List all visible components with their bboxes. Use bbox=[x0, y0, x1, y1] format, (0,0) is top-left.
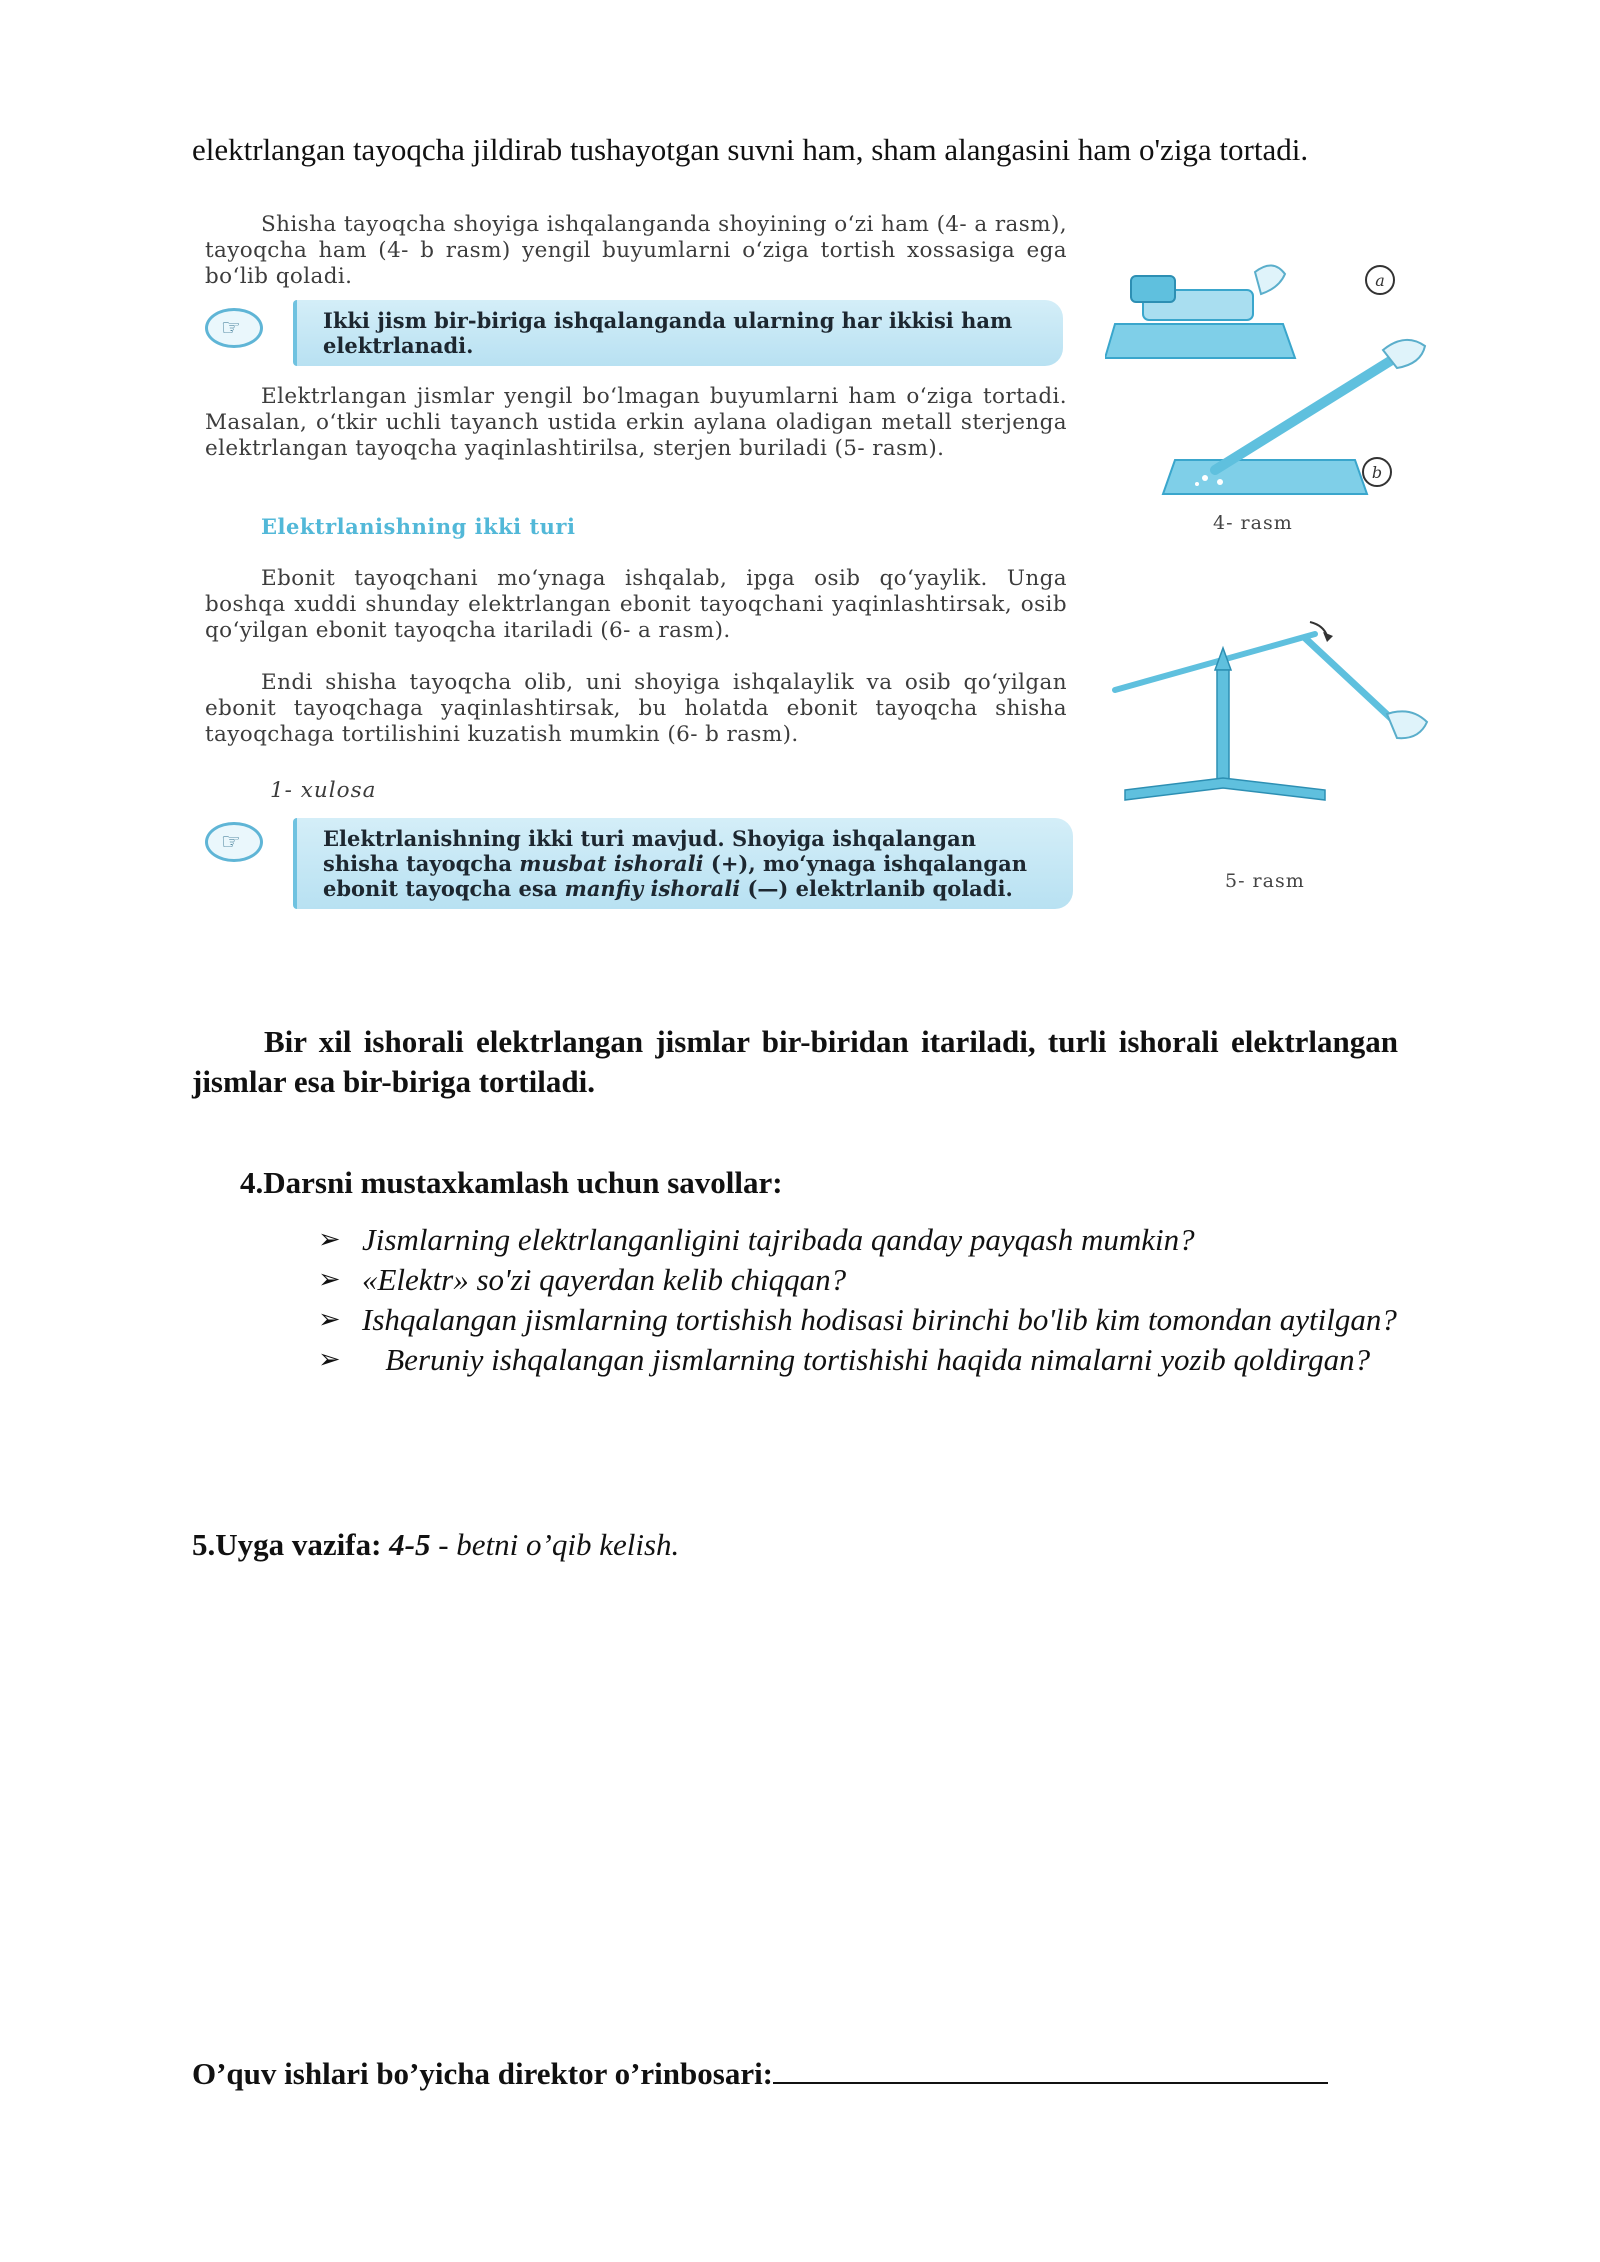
list-item: ➢ «Elektr» so'zi qayerdan kelib chiqqan? bbox=[318, 1260, 1398, 1300]
questions-list bbox=[318, 1220, 1398, 1380]
metal-rod bbox=[1115, 634, 1315, 690]
xulosa-label: 1- xulosa bbox=[270, 778, 377, 803]
book-paragraph-3: Ebonit tayoqchani mo‘ynaga ishqalab, ipga osib qo‘yaylik. Unga boshqa xuddi shunday elektrlangan ebonit tayoqchani yaqinlashtirsak, osib qo‘yilgan ebonit tayoqcha itariladi (6- a rasm). bbox=[205, 566, 1067, 643]
book-paragraph-4: Endi shisha tayoqcha olib, uni shoyiga ishqalaylik va osib qo‘yilgan ebonit tayoqchaga yaqinlashtirsak, bu holatda ebonit tayoqcha shisha tayoqchaga tortilishini kuzatish mumkin (6- b rasm). bbox=[205, 670, 1067, 747]
arrow-bullet-icon: ➢ bbox=[318, 1304, 341, 1335]
book-paragraph-2: Elektrlangan jismlar yengil bo‘lmagan buyumlarni ham o‘ziga tortadi. Masalan, o‘tkir uchli tayanch ustida erkin aylana oladigan metall sterjenga elektrlangan tayoqcha yaqinlashtirilsa, sterjen buriladi (5- rasm). bbox=[205, 384, 1067, 461]
intro-paragraph: elektrlangan tayoqcha jildirab tushayotgan suvni ham, sham alangasini ham o'ziga tortadi. bbox=[192, 132, 1309, 167]
signature-line: O’quv ishlari bo’yicha direktor o’rinbosari: bbox=[192, 2052, 1328, 2092]
hand-5 bbox=[1387, 711, 1427, 738]
hand-pointer-icon: ☞ bbox=[205, 308, 263, 348]
glass-rod-end bbox=[1131, 276, 1175, 302]
fig4-caption: 4- rasm bbox=[1213, 512, 1293, 534]
arrow-bullet-icon: ➢ bbox=[318, 1344, 341, 1375]
signature-blank[interactable] bbox=[773, 2052, 1328, 2084]
hand-a bbox=[1255, 265, 1285, 294]
note-box-2: Elektrlanishning ikki turi mavjud. Shoyiga ishqalangan shisha tayoqcha musbat ishorali (+), mo‘ynaga ishqalangan ebonit tayoqcha esa manfiy ishorali (—) elektrlanib qoladi. bbox=[293, 818, 1073, 909]
rule-paragraph: Bir xil ishorali elektrlangan jismlar bir-biridan itariladi, turli ishorali elektrlangan jismlar esa bir-biriga tortiladi. bbox=[192, 1024, 1398, 1099]
glass-rod-b bbox=[1215, 358, 1395, 470]
fig5-caption: 5- rasm bbox=[1225, 870, 1305, 892]
book-paragraph-1: Shisha tayoqcha shoyiga ishqalanganda shoyining o‘zi ham (4- a rasm), tayoqcha ham (4- b rasm) yengil buyumlarni o‘ziga tortish xossasiga ega bo‘lib qoladi. bbox=[205, 212, 1067, 289]
list-item: ➢ Ishqalangan jismlarning tortishish hodisasi birinchi bo'lib kim tomondan aytilgan? bbox=[318, 1300, 1398, 1340]
fig4-label-a: a bbox=[1375, 271, 1385, 290]
figure-5-illustration bbox=[1105, 582, 1445, 822]
charged-rod bbox=[1305, 638, 1395, 722]
arrow-bullet-icon: ➢ bbox=[318, 1264, 341, 1295]
table-surface-b bbox=[1163, 460, 1367, 494]
arrow-bullet-icon: ➢ bbox=[318, 1224, 341, 1255]
list-item: ➢ Jismlarning elektrlanganligini tajribada qanday payqash mumkin? bbox=[318, 1220, 1398, 1260]
fig4-label-b: b bbox=[1371, 463, 1383, 482]
table-surface-a bbox=[1105, 324, 1295, 358]
list-item: ➢ Beruniy ishqalangan jismlarning tortishishi haqida nimalarni yozib qoldirgan? bbox=[318, 1340, 1398, 1380]
section-4-heading: 4.Darsni mustaxkamlash uchun savollar: bbox=[240, 1165, 783, 1200]
note-box-1: Ikki jism bir-biriga ishqalanganda ularning har ikkisi ham elektrlanadi. bbox=[293, 300, 1063, 366]
hand-pointer-icon: ☞ bbox=[205, 822, 263, 862]
homework-line: 5.Uyga vazifa: 4-5 - betni o’qib kelish. bbox=[192, 1527, 680, 1562]
stand-pole bbox=[1217, 670, 1229, 780]
figure-4-illustration bbox=[1105, 232, 1435, 502]
textbook-excerpt bbox=[205, 212, 1445, 952]
book-subheading: Elektrlanishning ikki turi bbox=[261, 514, 576, 539]
stand-base bbox=[1125, 778, 1325, 800]
